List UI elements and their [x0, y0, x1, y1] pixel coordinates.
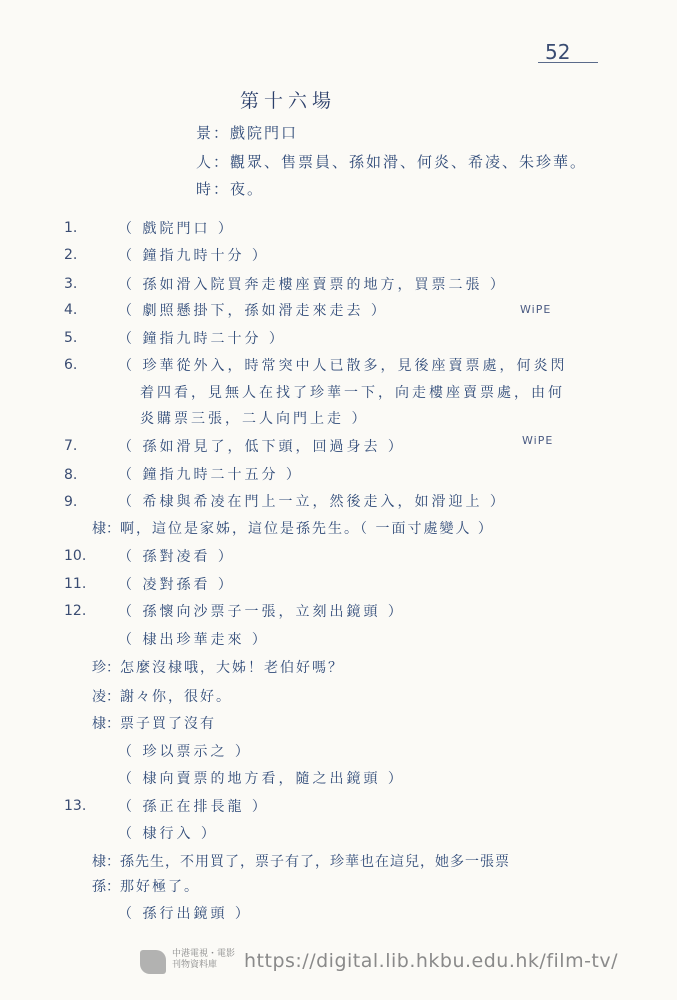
shot-direction: （ 孫如滑入院買奔走樓座賣票的地方，買票二張 ）	[118, 277, 507, 293]
scene-time: 時：夜。	[196, 180, 265, 198]
archive-watermark	[140, 948, 619, 978]
scene-people: 人：觀眾、售票員、孫如滑、何炎、希凌、朱珍華。	[196, 153, 588, 171]
page-number: 52	[545, 40, 571, 64]
shot-direction: （ 孫如滑見了，低下頭，回過身去 ）	[118, 439, 405, 455]
shot-number: 3.	[64, 276, 78, 292]
shot-number: 9.	[64, 494, 78, 510]
shot-number: 10.	[64, 548, 87, 564]
shot-direction: （ 鐘指九時二十五分 ）	[118, 467, 303, 483]
shot-direction-cont: 炎購票三張，二人向門上走 ）	[140, 411, 369, 427]
archive-url: https://digital.lib.hkbu.edu.hk/film-tv/	[244, 950, 619, 972]
shot-direction-cont: （ 棣出珍華走來 ）	[118, 632, 269, 648]
scene-place: 景：戲院門口	[196, 124, 299, 142]
dialogue-line	[92, 518, 494, 538]
speaker-name: 珍：	[92, 660, 120, 676]
wipe-mark: WiPE	[522, 434, 554, 447]
shot-number: 12.	[64, 603, 87, 619]
shot-number: 11.	[64, 576, 87, 592]
dialogue-text: 謝々你，很好。	[120, 689, 232, 705]
shot-number: 2.	[64, 247, 78, 263]
dialogue-text: 孫先生，不用買了，票子有了，珍華也在這兒，她多一張票	[120, 854, 510, 870]
shot-direction: （ 劇照懸掛下，孫如滑走來走去 ）	[118, 303, 388, 319]
dialogue-text: 票子買了沒有	[120, 716, 216, 732]
shot-direction: （ 孫懷向沙票子一張，立刻出鏡頭 ）	[118, 604, 405, 620]
speaker-name: 棣：	[92, 854, 120, 870]
shot-direction: （ 希棣與希凌在門上一立，然後走入，如滑迎上 ）	[118, 494, 507, 510]
dialogue-text: 怎麼沒棣哦，大姊！老伯好嗎？	[120, 660, 344, 676]
dialogue-line	[92, 713, 216, 733]
shot-direction: （ 鐘指九時二十分 ）	[118, 331, 286, 347]
stage-direction: （ 珍以票示之 ）	[118, 744, 252, 760]
shot-number: 6.	[64, 357, 78, 373]
shot-direction-cont: （ 棣行入 ）	[118, 826, 218, 842]
shot-direction-cont: （ 孫行出鏡頭 ）	[118, 906, 252, 922]
archive-org-name: 中港電視・電影 刊物資料庫	[172, 949, 236, 970]
shot-direction-cont: 着四看，見無人在找了珍華一下，向走樓座賣票處，由何	[140, 385, 565, 401]
shot-direction: （ 戲院門口 ）	[118, 221, 235, 237]
speaker-name: 棣：	[92, 716, 120, 732]
dialogue-line	[92, 876, 200, 896]
wipe-mark: WiPE	[520, 303, 552, 316]
archive-logo-icon	[140, 950, 166, 974]
page-number-underline	[538, 62, 598, 63]
shot-number: 8.	[64, 467, 78, 483]
shot-number: 5.	[64, 330, 78, 346]
stage-direction: （ 棣向賣票的地方看，隨之出鏡頭 ）	[118, 771, 405, 787]
shot-number: 4.	[64, 302, 78, 318]
shot-direction: （ 鐘指九時十分 ）	[118, 248, 269, 264]
dialogue-line	[92, 657, 344, 677]
shot-direction: （ 孫正在排長龍 ）	[118, 799, 269, 815]
shot-direction: （ 凌對孫看 ）	[118, 577, 235, 593]
shot-direction: （ 珍華從外入，時常突中人已散多，見後座賣票處，何炎閃	[118, 358, 568, 374]
dialogue-line	[92, 686, 232, 706]
speaker-name: 凌：	[92, 689, 120, 705]
scene-title: 第十六場	[240, 90, 337, 112]
shot-direction: （ 孫對凌看 ）	[118, 549, 235, 565]
shot-number: 1.	[64, 220, 78, 236]
dialogue-text: 那好極了。	[120, 879, 200, 895]
speaker-name: 孫：	[92, 879, 120, 895]
speaker-name: 棣：	[92, 521, 120, 537]
shot-number: 13.	[64, 798, 87, 814]
shot-number: 7.	[64, 438, 78, 454]
dialogue-text: 啊，這位是家姊，這位是孫先生。（ 一面寸處變人 ）	[120, 521, 494, 537]
dialogue-line	[92, 851, 510, 871]
